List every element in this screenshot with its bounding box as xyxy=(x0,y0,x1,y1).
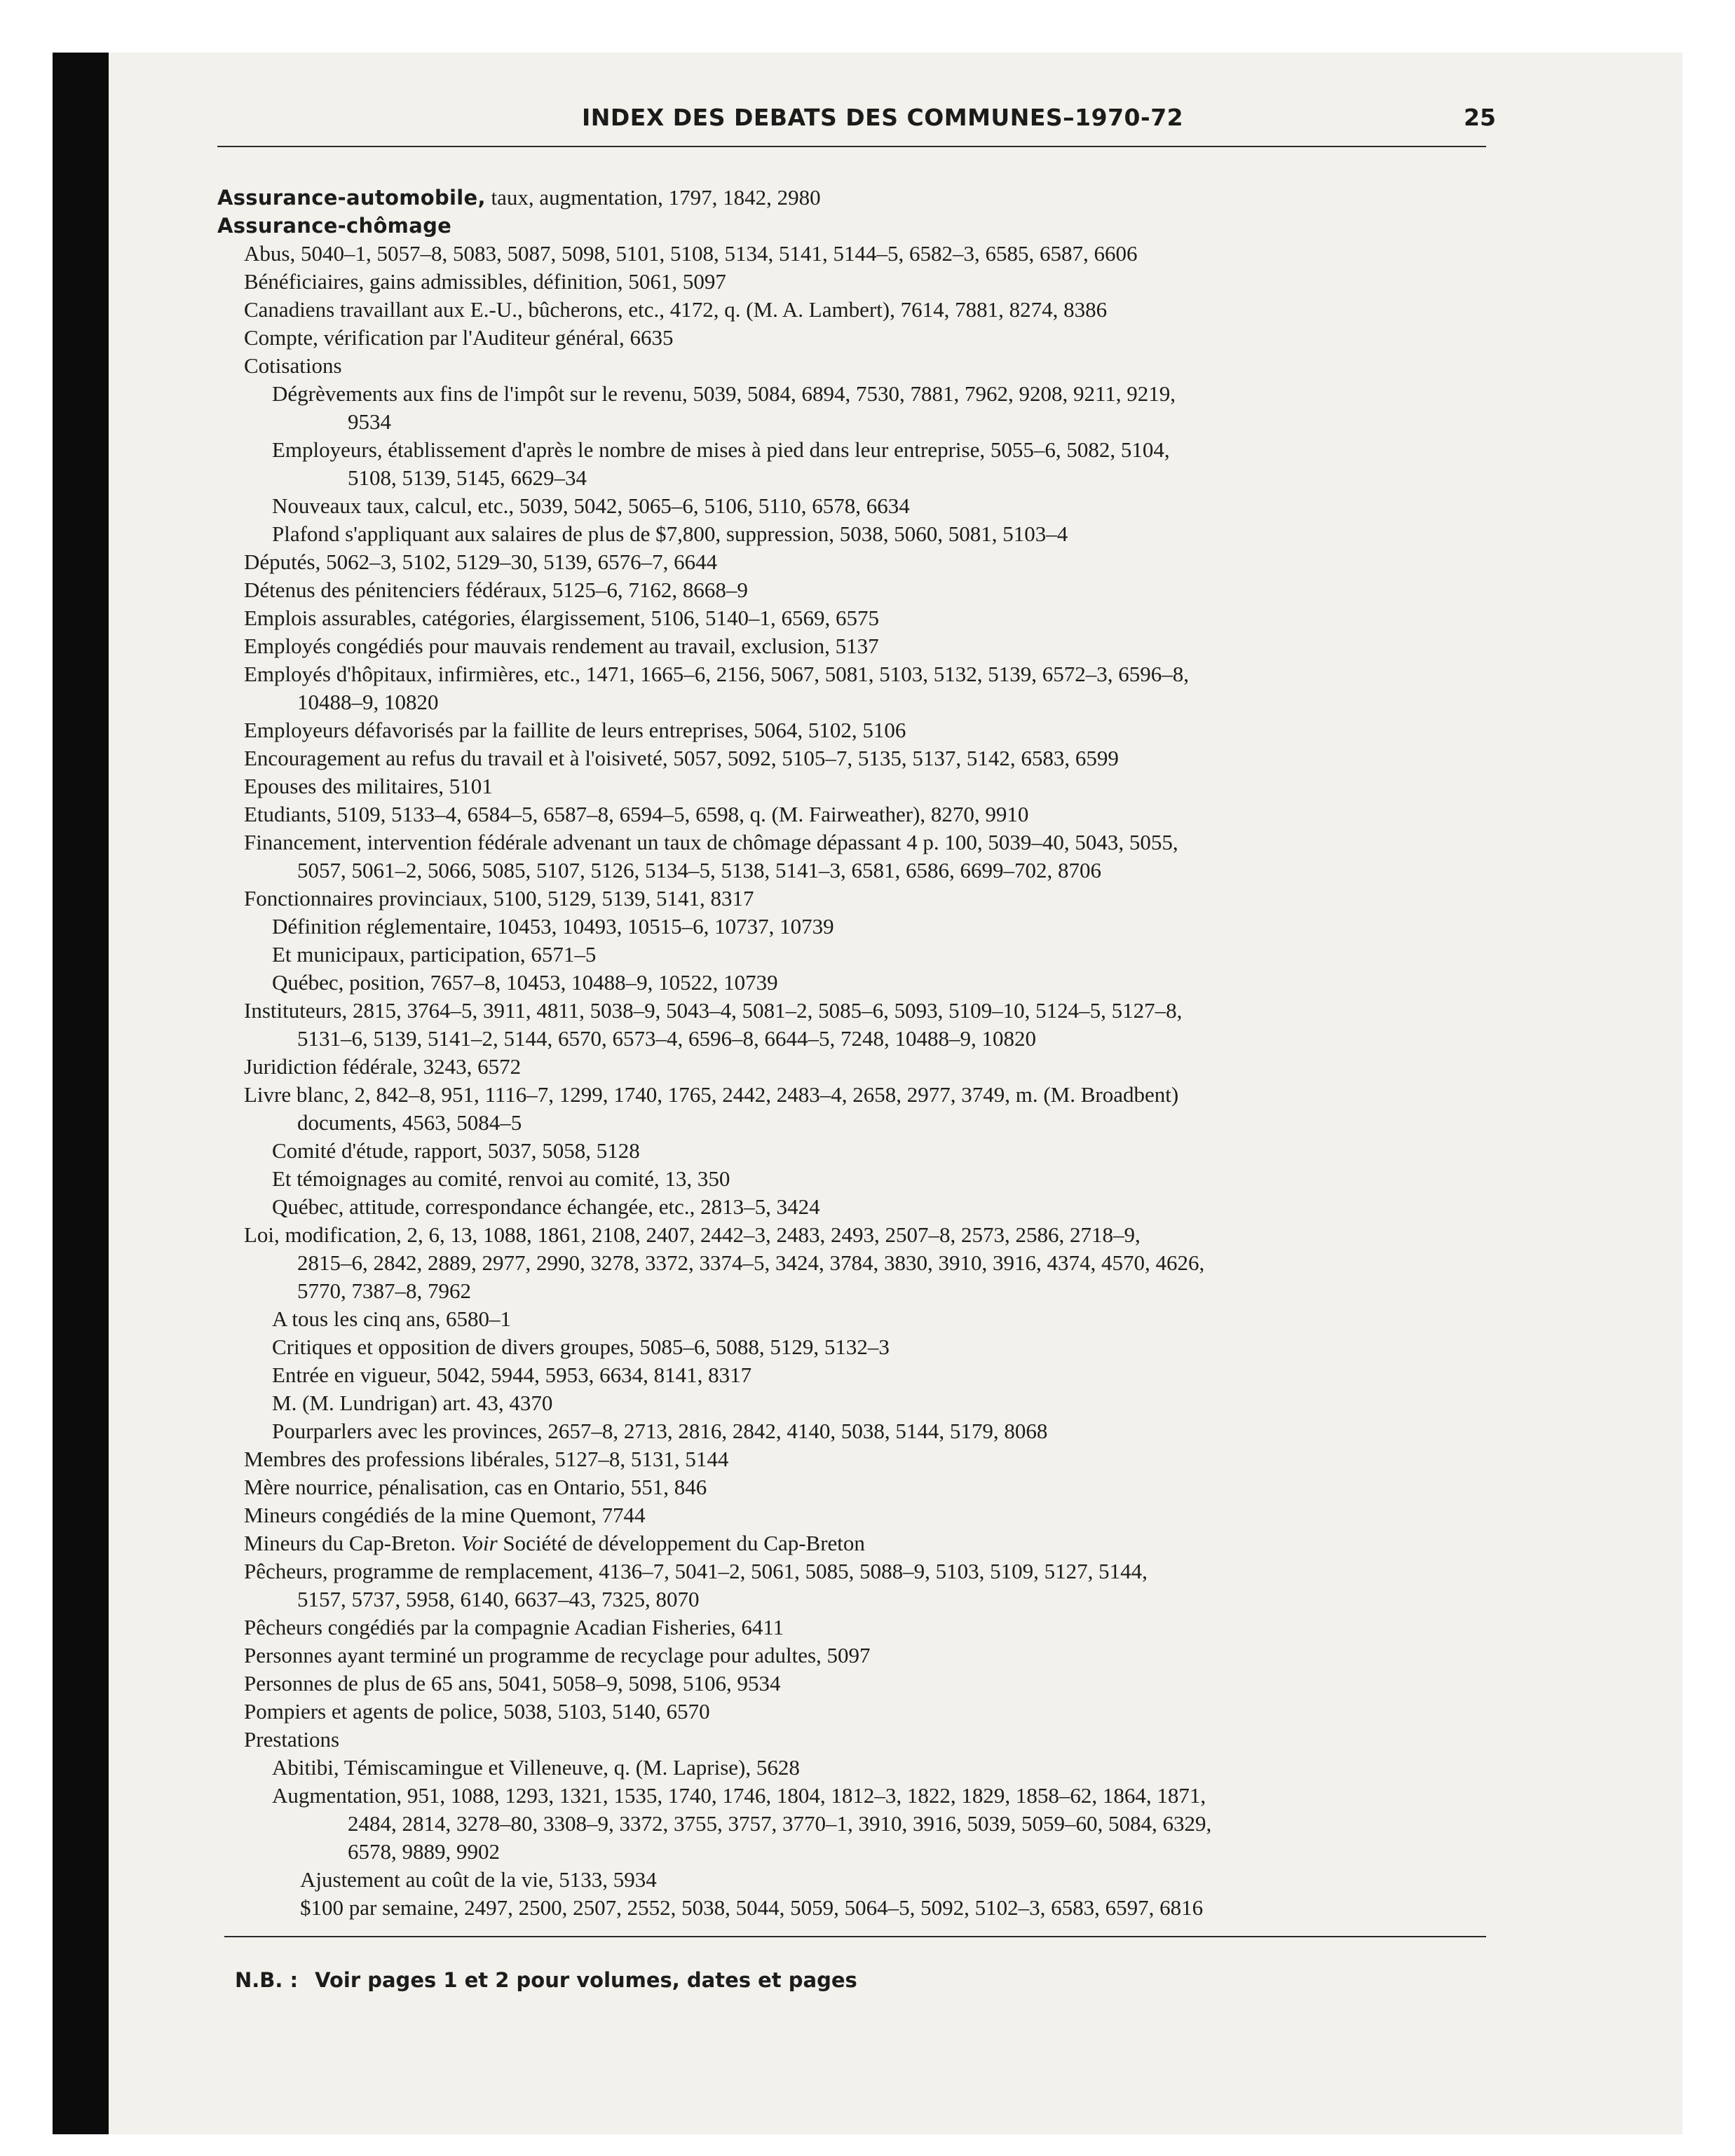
entry-continuation: documents, 4563, 5084–5 xyxy=(297,1110,522,1135)
entry-text: Mineurs congédiés de la mine Quemont, 7744 xyxy=(244,1503,646,1527)
entry-continuation: 5057, 5061–2, 5066, 5085, 5107, 5126, 5134–5, 5138, 5141–3, 6581, 6586, 6699–702, 8706 xyxy=(297,858,1101,882)
entry-text: Comité d'étude, rapport, 5037, 5058, 5128 xyxy=(272,1138,640,1163)
entry-heading: Assurance-chômage xyxy=(217,214,452,238)
index-entry xyxy=(217,576,1535,604)
entry-continuation: 5131–6, 5139, 5141–2, 5144, 6570, 6573–4, 6596–8, 6644–5, 7248, 10488–9, 10820 xyxy=(297,1026,1036,1051)
index-entry xyxy=(217,913,1535,941)
index-entry xyxy=(217,716,1535,744)
index-entry xyxy=(217,632,1535,660)
index-entry xyxy=(217,1445,1535,1473)
index-entry xyxy=(217,660,1535,716)
index-entry xyxy=(217,380,1535,436)
entry-text: Abus, 5040–1, 5057–8, 5083, 5087, 5098, 5101, 5108, 5134, 5141, 5144–5, 6582–3, 6585, 6587, 6606 xyxy=(244,241,1138,266)
index-entry xyxy=(217,548,1535,576)
index-entry xyxy=(217,1053,1535,1081)
entry-text: Augmentation, 951, 1088, 1293, 1321, 1535, 1740, 1746, 1804, 1812–3, 1822, 1829, 1858–62, 1864, 1871, xyxy=(272,1783,1206,1808)
index-entry xyxy=(217,1137,1535,1165)
entry-text: Définition réglementaire, 10453, 10493, 10515–6, 10737, 10739 xyxy=(272,914,834,939)
entry-text: Critiques et opposition de divers groupes, 5085–6, 5088, 5129, 5132–3 xyxy=(272,1335,890,1359)
entry-text: Livre blanc, 2, 842–8, 951, 1116–7, 1299, 1740, 1765, 2442, 2483–4, 2658, 2977, 3749, m. (M. Broadbent) xyxy=(244,1082,1179,1107)
index-entry xyxy=(217,1389,1535,1417)
index-entry xyxy=(217,1165,1535,1193)
footer-note-text: Voir pages 1 et 2 pour volumes, dates et pages xyxy=(315,1968,857,1992)
entry-text: Pourparlers avec les provinces, 2657–8, 2713, 2816, 2842, 4140, 5038, 5144, 5179, 8068 xyxy=(272,1419,1048,1443)
index-entry xyxy=(217,1782,1535,1866)
entry-text: Mineurs du Cap-Breton. xyxy=(244,1531,461,1555)
index-entry xyxy=(217,1417,1535,1445)
header-rule xyxy=(217,146,1486,147)
entry-text: Députés, 5062–3, 5102, 5129–30, 5139, 6576–7, 6644 xyxy=(244,550,718,574)
index-entry xyxy=(217,1529,1535,1557)
cross-reference-voir: Voir xyxy=(461,1531,498,1555)
entry-text: Membres des professions libérales, 5127–8, 5131, 5144 xyxy=(244,1447,729,1471)
index-entry xyxy=(217,1333,1535,1361)
entry-text: taux, augmentation, 1797, 1842, 2980 xyxy=(485,185,821,210)
index-entry xyxy=(217,352,1535,380)
entry-text: Mère nourrice, pénalisation, cas en Ontario, 551, 846 xyxy=(244,1475,707,1499)
entry-text: Canadiens travaillant aux E.-U., bûcherons, etc., 4172, q. (M. A. Lambert), 7614, 7881, 8274, 8386 xyxy=(244,297,1108,322)
index-entry xyxy=(217,1361,1535,1389)
index-entry xyxy=(217,941,1535,969)
entry-text: Emplois assurables, catégories, élargissement, 5106, 5140–1, 6569, 6575 xyxy=(244,606,880,630)
index-entry xyxy=(217,800,1535,828)
entry-text: Entrée en vigueur, 5042, 5944, 5953, 6634, 8141, 8317 xyxy=(272,1363,752,1387)
index-entry xyxy=(217,1894,1535,1922)
entry-text: Et témoignages au comité, renvoi au comité, 13, 350 xyxy=(272,1166,730,1191)
entry-text: Société de développement du Cap-Breton xyxy=(497,1531,865,1555)
index-entry xyxy=(217,885,1535,913)
index-entry xyxy=(217,997,1535,1053)
running-header-title: INDEX DES DEBATS DES COMMUNES–1970-72 xyxy=(582,104,1184,131)
index-entry xyxy=(217,1473,1535,1501)
entry-text: Compte, vérification par l'Auditeur général, 6635 xyxy=(244,325,674,350)
entry-text: Plafond s'appliquant aux salaires de plus de $7,800, suppression, 5038, 5060, 5081, 5103–4 xyxy=(272,521,1068,546)
entry-text: Québec, position, 7657–8, 10453, 10488–9, 10522, 10739 xyxy=(272,970,778,995)
entry-text: M. (M. Lundrigan) art. 43, 4370 xyxy=(272,1391,553,1415)
footer-note xyxy=(235,1968,857,1992)
entry-continuation: 5157, 5737, 5958, 6140, 6637–43, 7325, 8070 xyxy=(297,1587,700,1611)
entry-continuation: 6578, 9889, 9902 xyxy=(348,1839,500,1864)
footer-note-prefix: N.B. : xyxy=(235,1968,299,1992)
index-entry xyxy=(217,1305,1535,1333)
entry-text: Pêcheurs, programme de remplacement, 4136–7, 5041–2, 5061, 5085, 5088–9, 5103, 5109, 5127, 5144, xyxy=(244,1559,1148,1583)
index-entry xyxy=(217,772,1535,800)
entry-continuation: 5770, 7387–8, 7962 xyxy=(297,1278,471,1303)
index-entry xyxy=(217,324,1535,352)
index-entry xyxy=(217,828,1535,885)
entry-text: Employés d'hôpitaux, infirmières, etc., 1471, 1665–6, 2156, 5067, 5081, 5103, 5132, 5139, 6572–3, 6596–8, xyxy=(244,662,1189,686)
index-entry xyxy=(217,604,1535,632)
index-entry xyxy=(217,1642,1535,1670)
index-entry xyxy=(217,1221,1535,1305)
index-entry xyxy=(217,184,1535,212)
index-entry xyxy=(217,1501,1535,1529)
entry-text: Dégrèvements aux fins de l'impôt sur le revenu, 5039, 5084, 6894, 7530, 7881, 7962, 9208, 9211, 9219, xyxy=(272,381,1176,406)
entry-text: Bénéficiaires, gains admissibles, définition, 5061, 5097 xyxy=(244,269,726,294)
entry-text: Employés congédiés pour mauvais rendement au travail, exclusion, 5137 xyxy=(244,634,879,658)
index-entry xyxy=(217,212,1535,240)
index-entry xyxy=(217,268,1535,296)
entry-text: Pêcheurs congédiés par la compagnie Acadian Fisheries, 6411 xyxy=(244,1615,784,1639)
entry-text: Et municipaux, participation, 6571–5 xyxy=(272,942,597,967)
entry-text: Instituteurs, 2815, 3764–5, 3911, 4811, 5038–9, 5043–4, 5081–2, 5085–6, 5093, 5109–10, 5124–5, 5127–8, xyxy=(244,998,1183,1023)
entry-text: A tous les cinq ans, 6580–1 xyxy=(272,1306,511,1331)
entry-text: Pompiers et agents de police, 5038, 5103, 5140, 6570 xyxy=(244,1699,710,1724)
index-entry xyxy=(217,969,1535,997)
index-entry xyxy=(217,1698,1535,1726)
entry-continuation: 9534 xyxy=(348,409,391,434)
book-spine-shadow xyxy=(53,53,109,2134)
index-entry xyxy=(217,240,1535,268)
entry-text: Loi, modification, 2, 6, 13, 1088, 1861, 2108, 2407, 2442–3, 2483, 2493, 2507–8, 2573, 2586, 2718–9, xyxy=(244,1222,1141,1247)
entry-text: Personnes ayant terminé un programme de recyclage pour adultes, 5097 xyxy=(244,1643,871,1667)
index-entry xyxy=(217,436,1535,492)
index-entry xyxy=(217,296,1535,324)
entry-text: Employeurs, établissement d'après le nombre de mises à pied dans leur entreprise, 5055–6, 5082, 5104, xyxy=(272,437,1170,462)
entry-heading: Assurance-automobile, xyxy=(217,186,486,210)
entry-text: Cotisations xyxy=(244,353,342,378)
footer-rule xyxy=(224,1936,1486,1937)
entry-text: Fonctionnaires provinciaux, 5100, 5129, 5139, 5141, 8317 xyxy=(244,886,754,910)
entry-text: Encouragement au refus du travail et à l'oisiveté, 5057, 5092, 5105–7, 5135, 5137, 5142, 6583, 6599 xyxy=(244,746,1119,770)
index-entry xyxy=(217,1081,1535,1137)
entry-text: Abitibi, Témiscamingue et Villeneuve, q. (M. Laprise), 5628 xyxy=(272,1755,800,1780)
entry-continuation: 10488–9, 10820 xyxy=(297,690,439,714)
entry-continuation: 2815–6, 2842, 2889, 2977, 2990, 3278, 3372, 3374–5, 3424, 3784, 3830, 3910, 3916, 4374, 4570, 4626, xyxy=(297,1250,1205,1275)
index-entries xyxy=(217,184,1535,1922)
index-entry xyxy=(217,1754,1535,1782)
index-entry xyxy=(217,1613,1535,1642)
entry-text: Prestations xyxy=(244,1727,340,1752)
entry-text: Juridiction fédérale, 3243, 6572 xyxy=(244,1054,522,1079)
entry-text: Ajustement au coût de la vie, 5133, 5934 xyxy=(300,1867,657,1892)
index-entry xyxy=(217,1726,1535,1754)
entry-text: Financement, intervention fédérale advenant un taux de chômage dépassant 4 p. 100, 5039–40, 5043, 5055, xyxy=(244,830,1178,854)
entry-text: Epouses des militaires, 5101 xyxy=(244,774,493,798)
index-entry xyxy=(217,520,1535,548)
entry-text: Québec, attitude, correspondance échangée, etc., 2813–5, 3424 xyxy=(272,1194,820,1219)
index-entry xyxy=(217,1557,1535,1613)
index-entry xyxy=(217,1193,1535,1221)
entry-text: Etudiants, 5109, 5133–4, 6584–5, 6587–8, 6594–5, 6598, q. (M. Fairweather), 8270, 9910 xyxy=(244,802,1029,826)
entry-continuation: 2484, 2814, 3278–80, 3308–9, 3372, 3755, 3757, 3770–1, 3910, 3916, 5039, 5059–60, 5084, 6329, xyxy=(348,1811,1212,1836)
entry-text: Détenus des pénitenciers fédéraux, 5125–6, 7162, 8668–9 xyxy=(244,578,748,602)
entry-text: Nouveaux taux, calcul, etc., 5039, 5042, 5065–6, 5106, 5110, 6578, 6634 xyxy=(272,493,910,518)
entry-continuation: 5108, 5139, 5145, 6629–34 xyxy=(348,465,587,490)
index-entry xyxy=(217,1866,1535,1894)
entry-text: $100 par semaine, 2497, 2500, 2507, 2552, 5038, 5044, 5059, 5064–5, 5092, 5102–3, 6583, 6597, 6816 xyxy=(300,1895,1204,1920)
entry-text: Employeurs défavorisés par la faillite de leurs entreprises, 5064, 5102, 5106 xyxy=(244,718,906,742)
page-number: 25 xyxy=(1464,104,1496,131)
index-entry xyxy=(217,492,1535,520)
entry-text: Personnes de plus de 65 ans, 5041, 5058–9, 5098, 5106, 9534 xyxy=(244,1671,781,1696)
index-entry xyxy=(217,744,1535,772)
index-entry xyxy=(217,1670,1535,1698)
